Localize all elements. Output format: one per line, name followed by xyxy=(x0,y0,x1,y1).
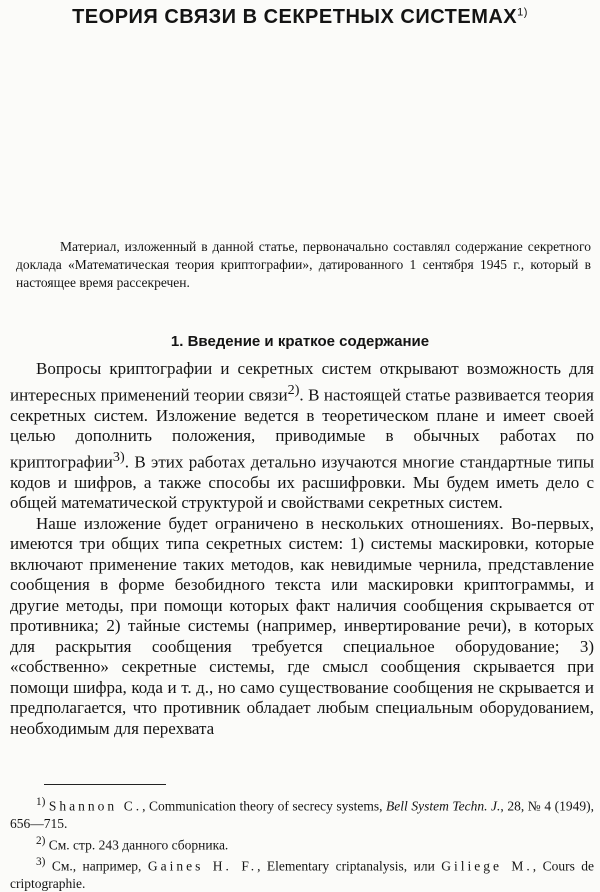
footnote-mark: 2) xyxy=(36,835,45,847)
footnote-author: Gaines H. F. xyxy=(148,858,257,873)
body-text xyxy=(10,359,594,739)
footnote xyxy=(10,854,594,892)
footnote-journal: Bell System Techn. J. xyxy=(386,799,500,814)
abstract-paragraph: Материал, изложенный в данной статье, первоначально составлял содержание секретного доклада «Математическая теория криптографии», датированного 1 сентября 1945 г., который в настоящее время рассекречен. xyxy=(16,238,591,292)
section-heading: 1. Введение и краткое содержание xyxy=(0,333,600,350)
body-paragraph xyxy=(10,359,594,514)
article-title xyxy=(0,6,600,29)
footnote-mark: 3) xyxy=(36,856,45,868)
footnote-details: , 28, № 4 (1949), 656—715. xyxy=(10,799,594,832)
title-footnote-mark: 1) xyxy=(517,6,528,18)
paragraph-text: Вопросы криптографии и секретных систем открывают возможность для интересных применений теории связи xyxy=(10,359,594,404)
footnote xyxy=(10,833,594,854)
footnote-text: , Cours de criptographie. xyxy=(10,858,594,891)
footnote-author: Shannon C. xyxy=(49,799,142,814)
footnote-author: Giliege M. xyxy=(441,858,533,873)
footnote-divider xyxy=(44,784,166,785)
footnote-text: , Elementary criptanalysis, или xyxy=(257,858,441,873)
body-paragraph: Наше изложение будет ограничено в нескольких отношениях. Во-первых, имеются три общих типа секретных систем: 1) системы маскировки, которые включают применение таких методов, как невидимые чернила, представление сообщения в форме безобидного текста или маскировки криптограммы, и другие методы, при помощи которых факт наличия сообщения скрывается от противника; 2) тайные системы (например, инвертирование речи), в которых для раскрытия сообщения требуется специальное оборудование; 3) «собственно» секретные системы, где смысл сообщения скрывается при помощи шифра, кода и т. д., но само существование сообщения не скрывается и предполагается, что противник обладает любым специальным оборудованием, необходимым для перехвата xyxy=(10,514,594,740)
footnotes xyxy=(10,794,594,892)
footnote-text: См. стр. 243 данного сборника. xyxy=(49,837,229,852)
footnote-ref: 3) xyxy=(113,449,125,465)
paragraph-text: . В настоящей статье развивается теория секретных систем. Изложение ведется в теоретическом плане и имеет своей целью дополнить положения, приводимые в обычных работах по криптографии xyxy=(10,385,594,471)
footnote xyxy=(10,794,594,833)
title-text: ТЕОРИЯ СВЯЗИ В СЕКРЕТНЫХ СИСТЕМАХ xyxy=(72,6,517,28)
footnote-mark: 1) xyxy=(36,796,45,808)
footnote-ref: 2) xyxy=(288,382,300,398)
footnote-text: См., например, xyxy=(52,858,148,873)
paragraph-text: . В этих работах детально изучаются многие стандартные типы кодов и шифров, а также способы их расшифровки. Мы будем иметь дело с общей математической структурой и свойствами секретных систем. xyxy=(10,452,594,512)
footnote-text: , Communication theory of secrecy systems, xyxy=(142,799,386,814)
